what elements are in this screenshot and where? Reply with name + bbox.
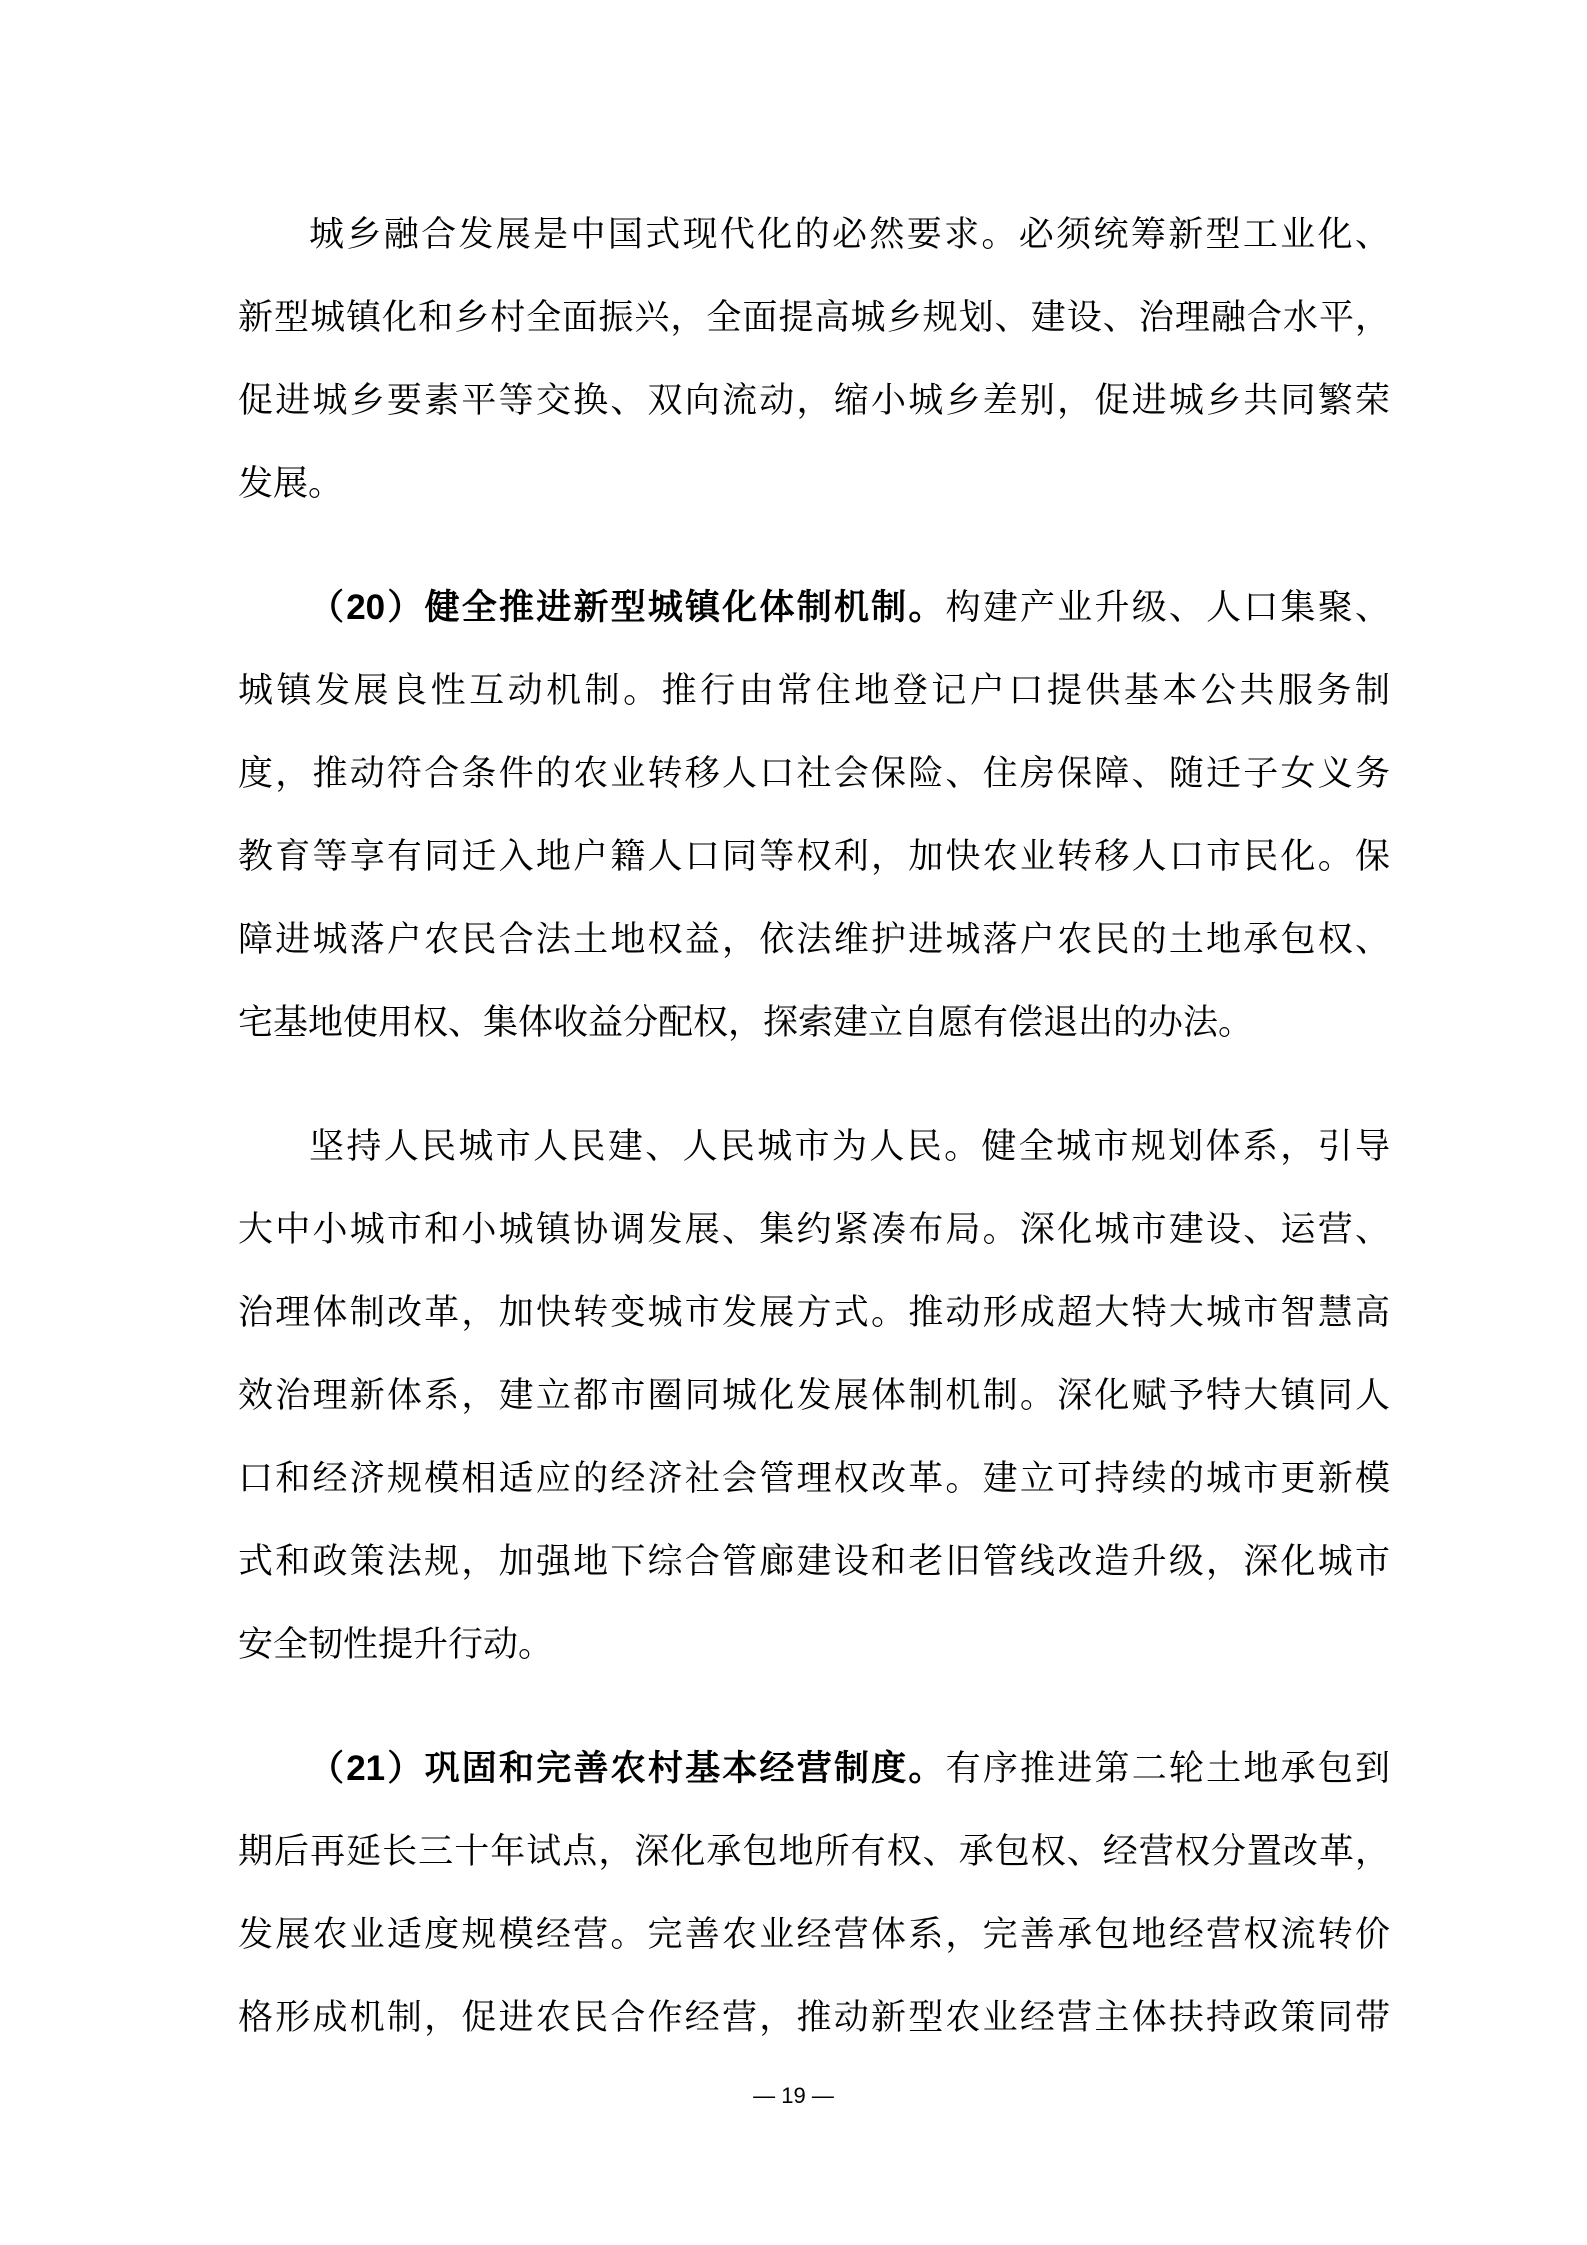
body-text: 大中小城市和小城镇协调发展、集约紧凑布局。深化城市建设、运营、	[238, 1210, 1390, 1249]
body-text: 式和政策法规，加强地下综合管廊建设和老旧管线改造升级，深化城市	[238, 1542, 1390, 1581]
text-line	[238, 649, 1390, 732]
page-number: — 19 —	[753, 2083, 834, 2108]
body-text: 城镇发展良性互动机制。推行由常住地登记户口提供基本公共服务制	[238, 671, 1390, 710]
text-line	[238, 1354, 1390, 1437]
paragraph	[238, 193, 1390, 525]
text-line	[238, 1727, 1390, 1810]
text-line	[238, 359, 1390, 442]
body-text: 新型城镇化和乡村全面振兴，全面提高城乡规划、建设、治理融合水平，	[238, 298, 1390, 337]
body-text: 度，推动符合条件的农业转移人口社会保险、住房保障、随迁子女义务	[238, 754, 1390, 793]
text-line	[238, 898, 1390, 981]
text-line	[238, 1188, 1390, 1271]
paragraph	[238, 566, 1390, 1064]
text-line	[238, 566, 1390, 649]
page-footer	[0, 2083, 1587, 2109]
text-line	[238, 1437, 1390, 1520]
body-text: 发展农业适度规模经营。完善农业经营体系，完善承包地经营权流转价	[238, 1915, 1390, 1954]
text-line	[238, 1976, 1390, 2059]
body-text: 发展。	[238, 464, 344, 503]
body-text: 期后再延长三十年试点，深化承包地所有权、承包权、经营权分置改革，	[238, 1832, 1390, 1871]
body-text: 教育等享有同迁入地户籍人口同等权利，加快农业转移人口市民化。保	[238, 837, 1390, 876]
text-line	[238, 1105, 1390, 1188]
document-body	[238, 193, 1390, 2059]
body-text: 治理体制改革，加快转变城市发展方式。推动形成超大特大城市智慧高	[238, 1293, 1390, 1332]
text-line	[238, 276, 1390, 359]
text-line	[238, 732, 1390, 815]
text-line	[238, 1271, 1390, 1354]
paragraph	[238, 1727, 1390, 2059]
text-line	[238, 1603, 1390, 1686]
body-text: 安全韧性提升行动。	[238, 1625, 554, 1664]
paragraph	[238, 1105, 1390, 1686]
text-line	[238, 1893, 1390, 1976]
text-line	[238, 981, 1390, 1064]
body-text: 格形成机制，促进农民合作经营，推动新型农业经营主体扶持政策同带	[238, 1998, 1390, 2037]
body-text: 坚持人民城市人民建、人民城市为人民。健全城市规划体系，引导	[309, 1127, 1390, 1166]
item-heading-text: （21）巩固和完善农村基本经营制度。	[309, 1749, 946, 1788]
text-line	[238, 442, 1390, 525]
body-text: 构建产业升级、人口集聚、	[945, 588, 1390, 627]
body-text: 效治理新体系，建立都市圈同城化发展体制机制。深化赋予特大镇同人	[238, 1376, 1390, 1415]
text-line	[238, 1810, 1390, 1893]
body-text: 口和经济规模相适应的经济社会管理权改革。建立可持续的城市更新模	[238, 1459, 1390, 1498]
body-text: 有序推进第二轮土地承包到	[945, 1749, 1390, 1788]
text-line	[238, 1520, 1390, 1603]
item-heading-text: （20）健全推进新型城镇化体制机制。	[309, 588, 946, 627]
body-text: 城乡融合发展是中国式现代化的必然要求。必须统筹新型工业化、	[309, 215, 1390, 254]
body-text: 宅基地使用权、集体收益分配权，探索建立自愿有偿退出的办法。	[238, 1003, 1254, 1042]
body-text: 促进城乡要素平等交换、双向流动，缩小城乡差别，促进城乡共同繁荣	[238, 381, 1390, 420]
text-line	[238, 193, 1390, 276]
body-text: 障进城落户农民合法土地权益，依法维护进城落户农民的土地承包权、	[238, 920, 1390, 959]
text-line	[238, 815, 1390, 898]
